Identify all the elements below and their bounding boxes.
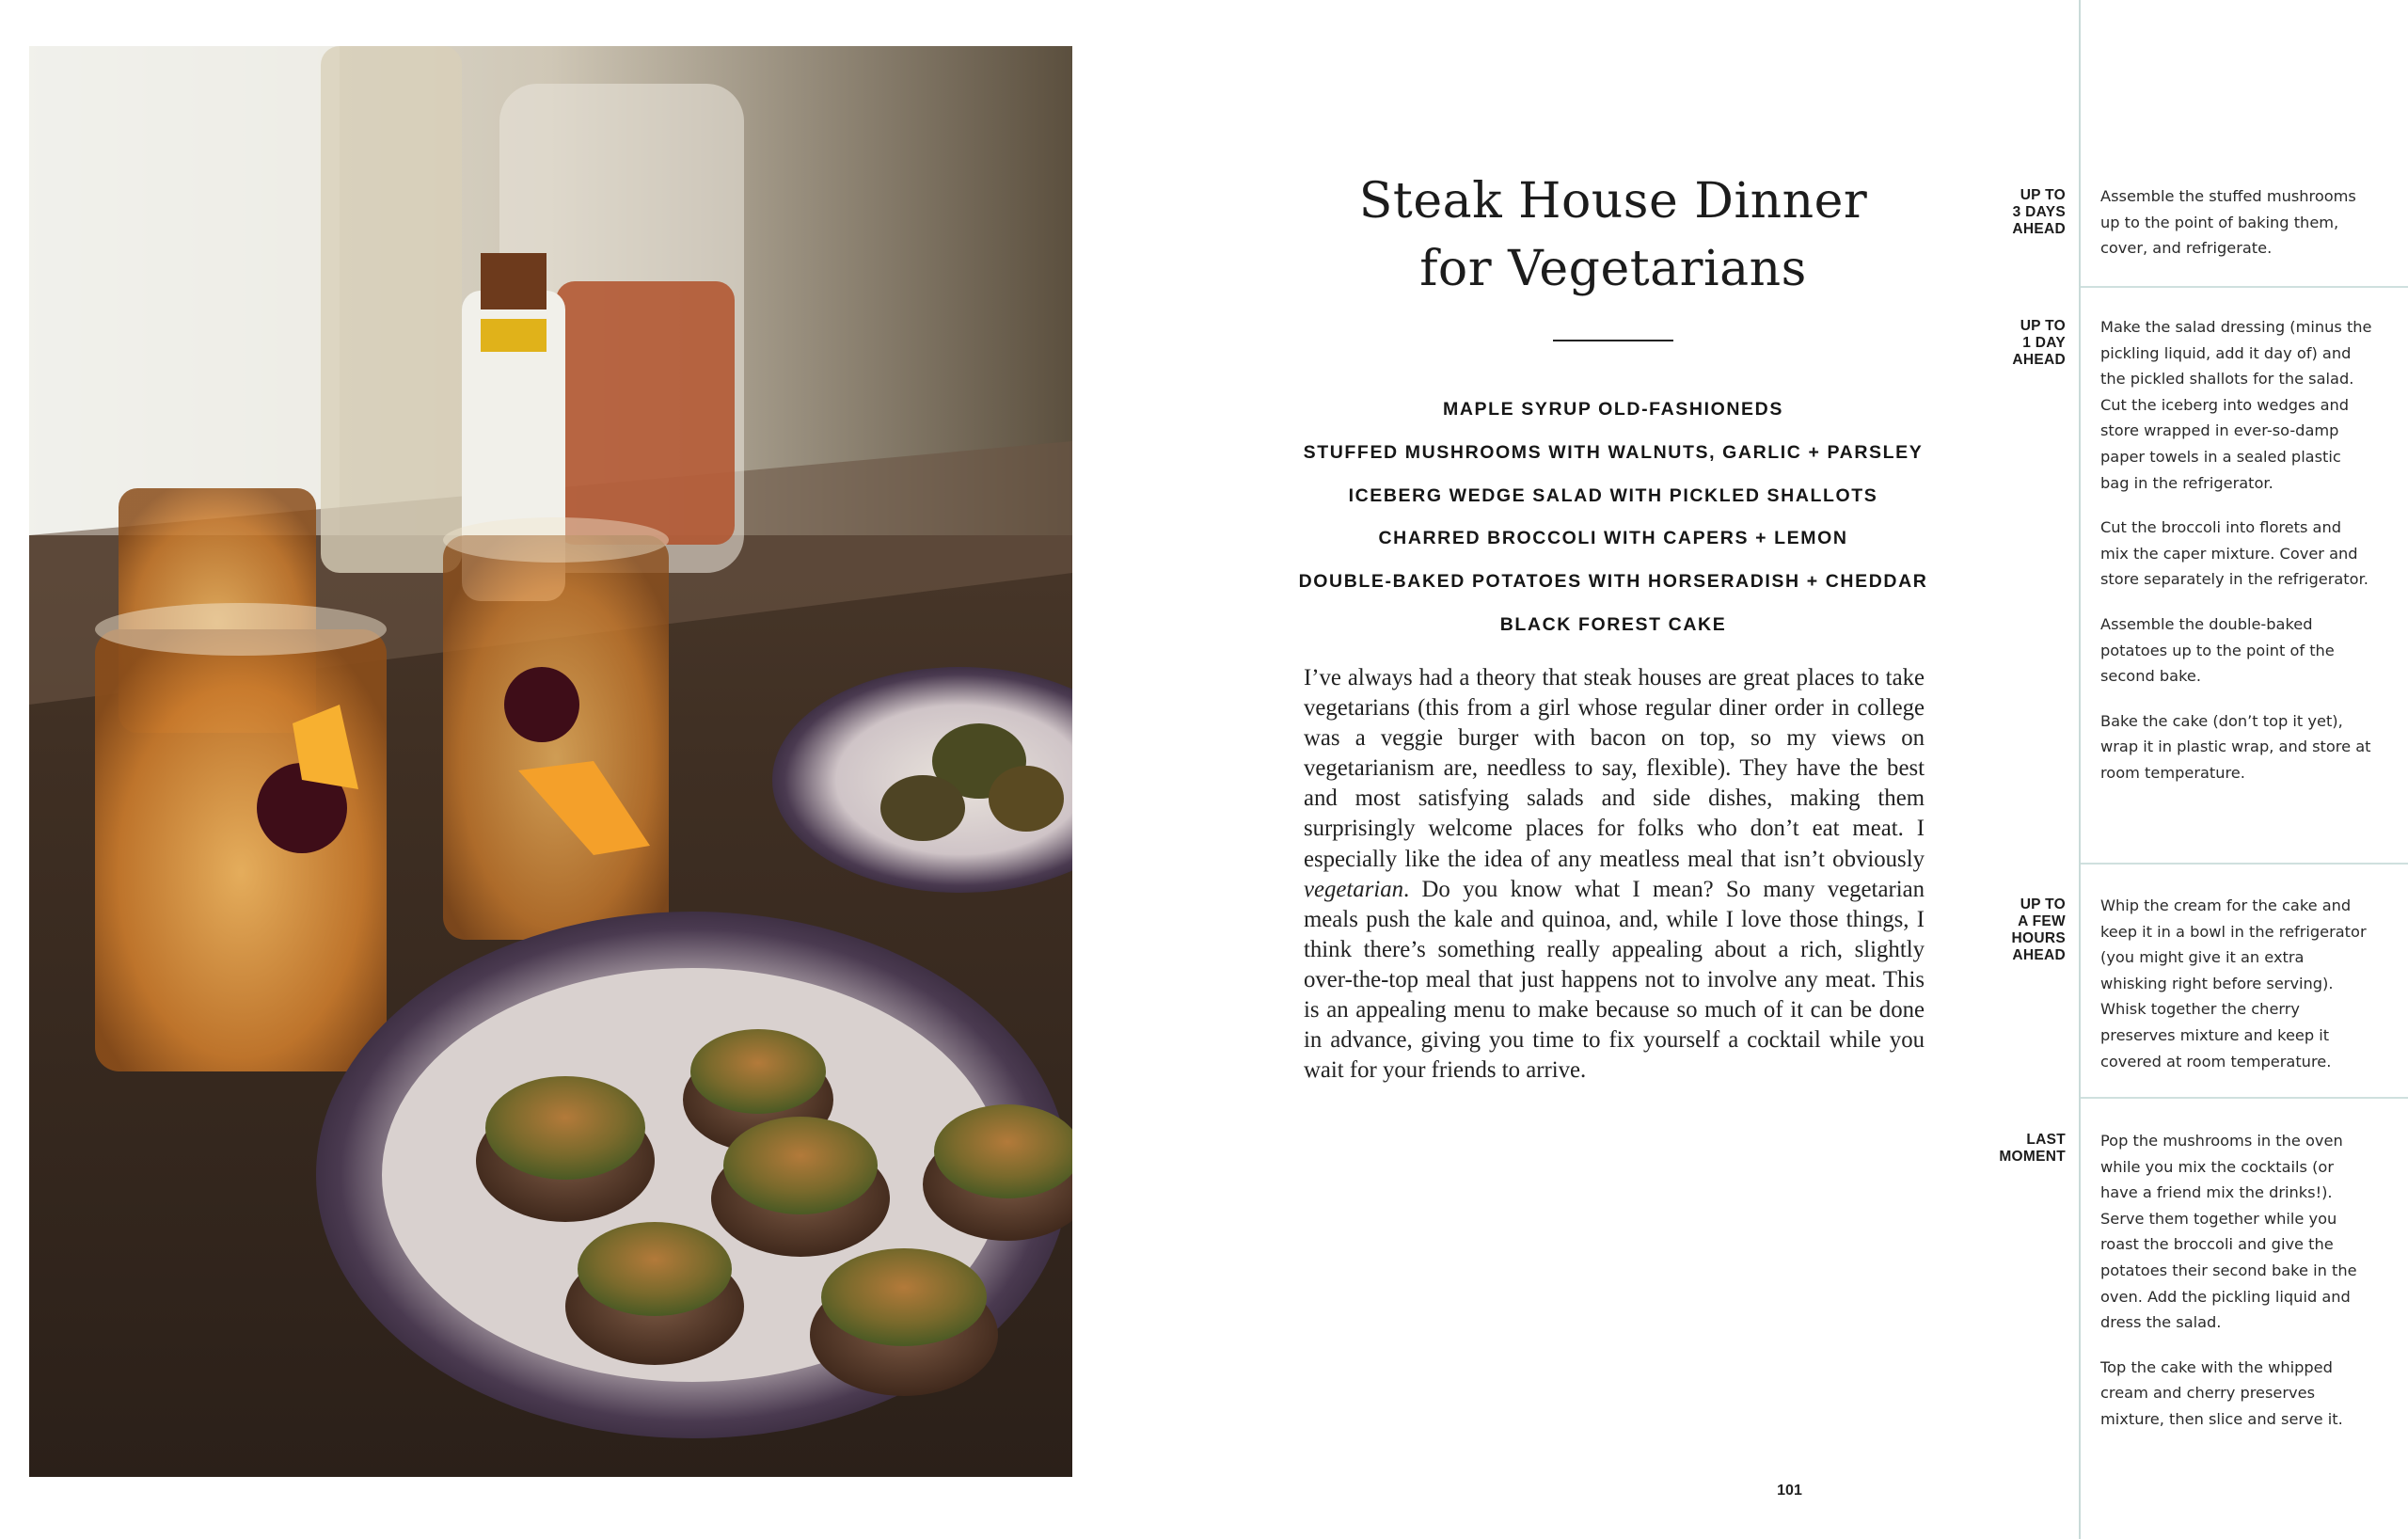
label-line: HOURS (2011, 930, 2066, 946)
timeline-separator (2081, 863, 2408, 865)
menu-item: DOUBLE-BAKED POTATOES WITH HORSERADISH + CHEDDAR (1298, 571, 1928, 593)
timeline-note: Whip the cream for the cake and keep it in a bowl in the refrigerator (you might give it an extra whisking right before serving). Whisk together the cherry preserves mixture and keep it covered at room temperature. (2100, 896, 2367, 1071)
label-line: 1 DAY (2022, 335, 2066, 351)
timeline-label (1953, 318, 2066, 369)
label-line: MOMENT (1999, 1149, 2066, 1165)
timeline-note: Pop the mushrooms in the oven while you mix the cocktails (or have a friend mix the drinks!). Serve them together while you roast the broccoli and give the potatoes their second bake in the oven. Add the pickling liquid and dress the salad. (2100, 1132, 2357, 1332)
timeline-notes (2100, 314, 2373, 805)
title-divider (1553, 340, 1673, 341)
timeline-note: Assemble the double-baked potatoes up to the point of the second bake. (2100, 614, 2335, 686)
intro-emphasis: vegetarian (1304, 876, 1404, 902)
label-line: UP TO (2020, 896, 2066, 912)
menu-item: STUFFED MUSHROOMS WITH WALNUTS, GARLIC + PARSLEY (1303, 441, 1924, 463)
timeline-notes (2100, 183, 2373, 280)
label-line: UP TO (2020, 187, 2066, 203)
label-line: LAST (2026, 1132, 2066, 1148)
label-line: AHEAD (2012, 221, 2066, 237)
timeline-note: Top the cake with the whipped cream and cherry preserves mixture, then slice and serve it. (2100, 1357, 2343, 1428)
timeline-separator (2081, 286, 2408, 288)
timeline-separator (2081, 1097, 2408, 1099)
menu-item: BLACK FOREST CAKE (1499, 613, 1727, 635)
menu-list (1298, 393, 1928, 652)
title-line: Steak House Dinner (1358, 173, 1868, 230)
label-line: UP TO (2020, 318, 2066, 334)
timeline-label (1953, 896, 2066, 964)
label-line: 3 DAYS (2012, 204, 2066, 220)
page-title (1298, 167, 1928, 303)
intro-text: I’ve always had a theory that steak houses are great places to take vegetarians (this from a girl whose regular diner order in college was a veggie burger with bacon on top, so my views on vegetarianism are, needless to say, flexible). They have the best and most satisfying salads and side dishes, making them surprisingly welcome places for folks who don’t eat meat. I especially like the idea of any meatless meal that isn’t obviously (1304, 665, 1925, 872)
title-line: for Vegetarians (1419, 241, 1807, 297)
timeline-label (1953, 187, 2066, 238)
label-line: AHEAD (2012, 947, 2066, 963)
label-line: AHEAD (2012, 352, 2066, 368)
food-photo (29, 46, 1072, 1477)
page-number: 101 (1777, 1483, 1802, 1499)
timeline-note: Bake the cake (don’t top it yet), wrap it in plastic wrap, and store at room temperature. (2100, 711, 2371, 782)
timeline-notes (2100, 893, 2373, 1093)
menu-item: ICEBERG WEDGE SALAD WITH PICKLED SHALLOTS (1348, 484, 1878, 506)
timeline-divider (2079, 0, 2081, 1539)
intro-paragraph (1304, 663, 1925, 1086)
menu-item: CHARRED BROCCOLI WITH CAPERS + LEMON (1378, 528, 1848, 549)
menu-item: MAPLE SYRUP OLD-FASHIONEDS (1443, 399, 1783, 420)
intro-text: . Do you know what I mean? So many vegetarian meals push the kale and quinoa, and, while I love those things, I think there’s something really appealing about a rich, slightly over-the-top meal that just happens not to involve any meat. This is an appealing menu to make because so much of it can be done in advance, giving you time to fix yourself a cocktail while you wait for your friends to arrive. (1304, 876, 1925, 1084)
label-line: A FEW (2018, 913, 2066, 929)
timeline-notes (2100, 1128, 2373, 1452)
timeline-note: Cut the broccoli into florets and mix the caper mixture. Cover and store separately in the refrigerator. (2100, 518, 2368, 589)
timeline-label (1953, 1132, 2066, 1166)
timeline-note: Assemble the stuffed mushrooms up to the point of baking them, cover, and refrigerate. (2100, 187, 2356, 258)
timeline-note: Make the salad dressing (minus the pickling liquid, add it day of) and the pickled shallots for the salad. Cut the iceberg into wedges and store wrapped in ever-so-damp paper towels in a sealed plastic bag in the refrigerator. (2100, 318, 2372, 492)
